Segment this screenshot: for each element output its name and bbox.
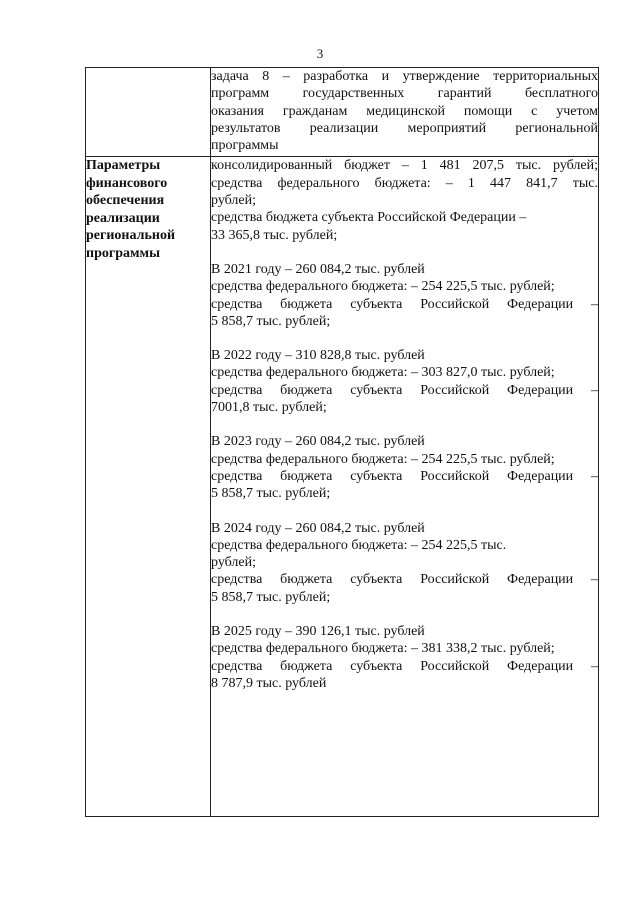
task-line: программ государственных гарантий бесплатного — [211, 86, 598, 102]
label-line: финансового — [86, 175, 168, 191]
label-line: реализации — [86, 210, 160, 226]
task-line: задача 8 – разработка и утверждение территориальных — [211, 69, 598, 84]
financing-details-cell — [211, 157, 599, 817]
year-2021-block — [211, 261, 598, 330]
label-line: Параметры — [86, 158, 161, 174]
year-line: В 2025 году – 390 126,1 тыс. рублей — [211, 624, 425, 640]
year-line: средства федерального бюджета: – 381 338,2 тыс. рублей; — [211, 641, 555, 657]
year-line: средства федерального бюджета: – 303 827,0 тыс. рублей; — [211, 365, 555, 381]
financing-parameters-label — [86, 157, 211, 817]
year-line: В 2021 году – 260 084,2 тыс. рублей — [211, 261, 425, 277]
year-line: В 2024 году – 260 084,2 тыс. рублей — [211, 520, 425, 536]
budget-summary — [211, 157, 598, 243]
year-line: 5 858,7 тыс. рублей; — [211, 486, 331, 502]
year-line: средства федерального бюджета: – 254 225,5 тыс. — [211, 537, 507, 553]
year-line: средства бюджета субъекта Российской Федерации – — [211, 658, 598, 674]
label-line: программы — [86, 245, 160, 261]
summary-line: средства бюджета субъекта Российской Федерации – — [211, 210, 527, 226]
year-2024-block — [211, 520, 598, 606]
year-line: рублей; — [211, 555, 256, 571]
summary-line: консолидированный бюджет – 1 481 207,5 тыс. рублей; — [211, 158, 598, 174]
year-2023-block — [211, 433, 598, 502]
year-line: средства федерального бюджета: – 254 225,5 тыс. рублей; — [211, 279, 555, 295]
year-2022-block — [211, 347, 598, 416]
year-2025-block — [211, 623, 598, 692]
task-line: оказания гражданам медицинской помощи с учетом — [211, 103, 598, 119]
label-line: обеспечения — [86, 193, 165, 209]
task-line: результатов реализации мероприятий региональной — [211, 120, 598, 136]
table-row — [86, 157, 599, 817]
year-line: средства бюджета субъекта Российской Федерации – — [211, 296, 598, 312]
year-line: В 2022 году – 310 828,8 тыс. рублей — [211, 348, 425, 364]
year-line: 5 858,7 тыс. рублей; — [211, 313, 331, 329]
task-8-cell — [211, 68, 599, 157]
summary-line: средства федерального бюджета: – 1 447 841,7 тыс. — [211, 175, 598, 191]
program-passport-table — [85, 67, 599, 817]
year-line: средства бюджета субъекта Российской Федерации – — [211, 468, 598, 484]
year-line: 5 858,7 тыс. рублей; — [211, 589, 331, 605]
task-line: программы — [211, 138, 279, 154]
page-number: 3 — [316, 46, 324, 61]
row-label-empty — [86, 68, 211, 157]
year-line: средства федерального бюджета: – 254 225,5 тыс. рублей; — [211, 451, 555, 467]
year-line: В 2023 году – 260 084,2 тыс. рублей — [211, 434, 425, 450]
year-line: 8 787,9 тыс. рублей — [211, 675, 327, 691]
summary-line: 33 365,8 тыс. рублей; — [211, 227, 338, 243]
year-line: средства бюджета субъекта Российской Федерации – — [211, 382, 598, 398]
table-row — [86, 68, 599, 157]
year-line: средства бюджета субъекта Российской Федерации – — [211, 572, 598, 588]
label-line: региональной — [86, 228, 176, 244]
year-line: 7001,8 тыс. рублей; — [211, 400, 327, 416]
summary-line: рублей; — [211, 193, 256, 209]
